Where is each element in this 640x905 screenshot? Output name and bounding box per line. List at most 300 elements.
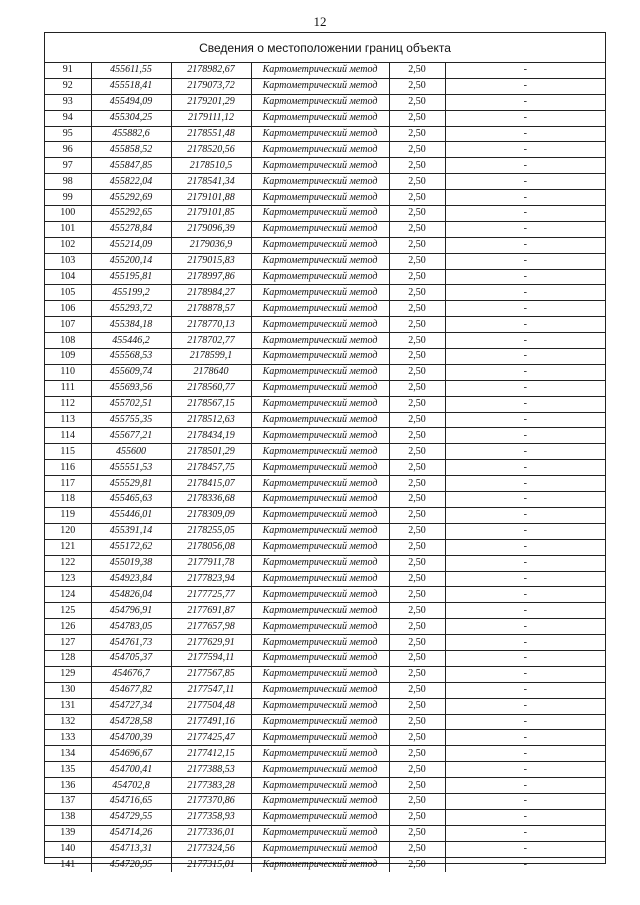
point-number-cell: 92 xyxy=(45,78,91,94)
description-cell: - xyxy=(445,380,605,396)
x-coordinate-cell: 455611,55 xyxy=(91,63,171,78)
table-row xyxy=(45,825,605,841)
y-coordinate-cell: 2178415,07 xyxy=(171,476,251,492)
table-row xyxy=(45,380,605,396)
x-coordinate-cell: 454702,8 xyxy=(91,778,171,794)
x-coordinate-cell: 455172,62 xyxy=(91,539,171,555)
description-cell: - xyxy=(445,110,605,126)
description-cell: - xyxy=(445,285,605,301)
accuracy-cell: 2,50 xyxy=(389,793,445,809)
y-coordinate-cell: 2177504,48 xyxy=(171,698,251,714)
x-coordinate-cell: 455446,2 xyxy=(91,333,171,349)
x-coordinate-cell: 455278,84 xyxy=(91,221,171,237)
description-cell: - xyxy=(445,730,605,746)
x-coordinate-cell: 455465,63 xyxy=(91,492,171,508)
y-coordinate-cell: 2178878,57 xyxy=(171,301,251,317)
x-coordinate-cell: 455518,41 xyxy=(91,78,171,94)
method-cell: Картометрический метод xyxy=(251,793,389,809)
table-row xyxy=(45,206,605,222)
x-coordinate-cell: 455847,85 xyxy=(91,158,171,174)
point-number-cell: 95 xyxy=(45,126,91,142)
accuracy-cell: 2,50 xyxy=(389,523,445,539)
y-coordinate-cell: 2177388,53 xyxy=(171,762,251,778)
x-coordinate-cell: 455568,53 xyxy=(91,349,171,365)
point-number-cell: 106 xyxy=(45,301,91,317)
accuracy-cell: 2,50 xyxy=(389,619,445,635)
y-coordinate-cell: 2178770,13 xyxy=(171,317,251,333)
x-coordinate-cell: 455019,38 xyxy=(91,555,171,571)
x-coordinate-cell: 454676,7 xyxy=(91,666,171,682)
y-coordinate-cell: 2177491,16 xyxy=(171,714,251,730)
accuracy-cell: 2,50 xyxy=(389,682,445,698)
accuracy-cell: 2,50 xyxy=(389,317,445,333)
y-coordinate-cell: 2177725,77 xyxy=(171,587,251,603)
table-row xyxy=(45,333,605,349)
table-row xyxy=(45,603,605,619)
point-number-cell: 99 xyxy=(45,190,91,206)
description-cell: - xyxy=(445,63,605,78)
table-row xyxy=(45,857,605,872)
method-cell: Картометрический метод xyxy=(251,126,389,142)
y-coordinate-cell: 2179111,12 xyxy=(171,110,251,126)
point-number-cell: 114 xyxy=(45,428,91,444)
description-cell: - xyxy=(445,333,605,349)
x-coordinate-cell: 454727,34 xyxy=(91,698,171,714)
description-cell: - xyxy=(445,650,605,666)
accuracy-cell: 2,50 xyxy=(389,269,445,285)
table-row xyxy=(45,444,605,460)
table-body xyxy=(45,63,605,872)
description-cell: - xyxy=(445,571,605,587)
point-number-cell: 132 xyxy=(45,714,91,730)
y-coordinate-cell: 2178255,05 xyxy=(171,523,251,539)
description-cell: - xyxy=(445,94,605,110)
x-coordinate-cell: 455858,52 xyxy=(91,142,171,158)
y-coordinate-cell: 2177567,85 xyxy=(171,666,251,682)
y-coordinate-cell: 2178599,1 xyxy=(171,349,251,365)
table-row xyxy=(45,78,605,94)
y-coordinate-cell: 2178520,56 xyxy=(171,142,251,158)
point-number-cell: 137 xyxy=(45,793,91,809)
point-number-cell: 109 xyxy=(45,349,91,365)
y-coordinate-cell: 2178640 xyxy=(171,364,251,380)
y-coordinate-cell: 2177383,28 xyxy=(171,778,251,794)
x-coordinate-cell: 455551,53 xyxy=(91,460,171,476)
description-cell: - xyxy=(445,412,605,428)
point-number-cell: 120 xyxy=(45,523,91,539)
x-coordinate-cell: 455600 xyxy=(91,444,171,460)
accuracy-cell: 2,50 xyxy=(389,666,445,682)
description-cell: - xyxy=(445,603,605,619)
method-cell: Картометрический метод xyxy=(251,603,389,619)
x-coordinate-cell: 454796,91 xyxy=(91,603,171,619)
description-cell: - xyxy=(445,793,605,809)
point-number-cell: 111 xyxy=(45,380,91,396)
method-cell: Картометрический метод xyxy=(251,285,389,301)
accuracy-cell: 2,50 xyxy=(389,333,445,349)
y-coordinate-cell: 2177370,86 xyxy=(171,793,251,809)
point-number-cell: 116 xyxy=(45,460,91,476)
accuracy-cell: 2,50 xyxy=(389,809,445,825)
y-coordinate-cell: 2178984,27 xyxy=(171,285,251,301)
description-cell: - xyxy=(445,523,605,539)
point-number-cell: 130 xyxy=(45,682,91,698)
description-cell: - xyxy=(445,174,605,190)
y-coordinate-cell: 2179073,72 xyxy=(171,78,251,94)
accuracy-cell: 2,50 xyxy=(389,428,445,444)
point-number-cell: 93 xyxy=(45,94,91,110)
table-row xyxy=(45,174,605,190)
table-row xyxy=(45,142,605,158)
method-cell: Картометрический метод xyxy=(251,412,389,428)
point-number-cell: 117 xyxy=(45,476,91,492)
table-row xyxy=(45,571,605,587)
table-row xyxy=(45,364,605,380)
point-number-cell: 127 xyxy=(45,635,91,651)
method-cell: Картометрический метод xyxy=(251,63,389,78)
table-row xyxy=(45,301,605,317)
method-cell: Картометрический метод xyxy=(251,333,389,349)
table-row xyxy=(45,126,605,142)
point-number-cell: 97 xyxy=(45,158,91,174)
y-coordinate-cell: 2178309,09 xyxy=(171,507,251,523)
description-cell: - xyxy=(445,364,605,380)
x-coordinate-cell: 454700,39 xyxy=(91,730,171,746)
y-coordinate-cell: 2178551,48 xyxy=(171,126,251,142)
table-row xyxy=(45,190,605,206)
point-number-cell: 141 xyxy=(45,857,91,872)
y-coordinate-cell: 2179015,83 xyxy=(171,253,251,269)
accuracy-cell: 2,50 xyxy=(389,110,445,126)
method-cell: Картометрический метод xyxy=(251,94,389,110)
description-cell: - xyxy=(445,142,605,158)
accuracy-cell: 2,50 xyxy=(389,587,445,603)
point-number-cell: 122 xyxy=(45,555,91,571)
point-number-cell: 96 xyxy=(45,142,91,158)
accuracy-cell: 2,50 xyxy=(389,603,445,619)
method-cell: Картометрический метод xyxy=(251,460,389,476)
description-cell: - xyxy=(445,809,605,825)
method-cell: Картометрический метод xyxy=(251,666,389,682)
point-number-cell: 112 xyxy=(45,396,91,412)
description-cell: - xyxy=(445,666,605,682)
table-row xyxy=(45,349,605,365)
accuracy-cell: 2,50 xyxy=(389,412,445,428)
table-row xyxy=(45,698,605,714)
accuracy-cell: 2,50 xyxy=(389,142,445,158)
x-coordinate-cell: 454700,41 xyxy=(91,762,171,778)
x-coordinate-cell: 455822,04 xyxy=(91,174,171,190)
description-cell: - xyxy=(445,396,605,412)
coordinates-table-frame xyxy=(44,32,606,870)
x-coordinate-cell: 454696,67 xyxy=(91,746,171,762)
y-coordinate-cell: 2178997,86 xyxy=(171,269,251,285)
point-number-cell: 107 xyxy=(45,317,91,333)
description-cell: - xyxy=(445,492,605,508)
method-cell: Картометрический метод xyxy=(251,587,389,603)
x-coordinate-cell: 455755,35 xyxy=(91,412,171,428)
table-row xyxy=(45,523,605,539)
page-number: 12 xyxy=(313,14,327,29)
y-coordinate-cell: 2177594,11 xyxy=(171,650,251,666)
x-coordinate-cell: 455199,2 xyxy=(91,285,171,301)
method-cell: Картометрический метод xyxy=(251,619,389,635)
x-coordinate-cell: 454728,58 xyxy=(91,714,171,730)
y-coordinate-cell: 2178336,68 xyxy=(171,492,251,508)
accuracy-cell: 2,50 xyxy=(389,221,445,237)
x-coordinate-cell: 454729,55 xyxy=(91,809,171,825)
table-row xyxy=(45,63,605,78)
point-number-cell: 125 xyxy=(45,603,91,619)
accuracy-cell: 2,50 xyxy=(389,698,445,714)
point-number-cell: 128 xyxy=(45,650,91,666)
table-row xyxy=(45,682,605,698)
point-number-cell: 108 xyxy=(45,333,91,349)
accuracy-cell: 2,50 xyxy=(389,206,445,222)
description-cell: - xyxy=(445,762,605,778)
accuracy-cell: 2,50 xyxy=(389,158,445,174)
table-row xyxy=(45,412,605,428)
method-cell: Картометрический метод xyxy=(251,746,389,762)
y-coordinate-cell: 2177691,87 xyxy=(171,603,251,619)
y-coordinate-cell: 2179036,9 xyxy=(171,237,251,253)
accuracy-cell: 2,50 xyxy=(389,63,445,78)
y-coordinate-cell: 2178702,77 xyxy=(171,333,251,349)
y-coordinate-cell: 2178541,34 xyxy=(171,174,251,190)
point-number-cell: 118 xyxy=(45,492,91,508)
description-cell: - xyxy=(445,825,605,841)
x-coordinate-cell: 455677,21 xyxy=(91,428,171,444)
y-coordinate-cell: 2178457,75 xyxy=(171,460,251,476)
x-coordinate-cell: 455293,72 xyxy=(91,301,171,317)
method-cell: Картометрический метод xyxy=(251,349,389,365)
point-number-cell: 110 xyxy=(45,364,91,380)
x-coordinate-cell: 455693,56 xyxy=(91,380,171,396)
table-row xyxy=(45,285,605,301)
method-cell: Картометрический метод xyxy=(251,555,389,571)
accuracy-cell: 2,50 xyxy=(389,285,445,301)
method-cell: Картометрический метод xyxy=(251,301,389,317)
description-cell: - xyxy=(445,778,605,794)
method-cell: Картометрический метод xyxy=(251,571,389,587)
accuracy-cell: 2,50 xyxy=(389,78,445,94)
point-number-cell: 91 xyxy=(45,63,91,78)
y-coordinate-cell: 2178056,08 xyxy=(171,539,251,555)
accuracy-cell: 2,50 xyxy=(389,539,445,555)
point-number-cell: 105 xyxy=(45,285,91,301)
y-coordinate-cell: 2178560,77 xyxy=(171,380,251,396)
method-cell: Картометрический метод xyxy=(251,78,389,94)
x-coordinate-cell: 455292,65 xyxy=(91,206,171,222)
point-number-cell: 103 xyxy=(45,253,91,269)
method-cell: Картометрический метод xyxy=(251,158,389,174)
y-coordinate-cell: 2178567,15 xyxy=(171,396,251,412)
accuracy-cell: 2,50 xyxy=(389,444,445,460)
x-coordinate-cell: 454761,73 xyxy=(91,635,171,651)
table-row xyxy=(45,94,605,110)
x-coordinate-cell: 455446,01 xyxy=(91,507,171,523)
description-cell: - xyxy=(445,507,605,523)
method-cell: Картометрический метод xyxy=(251,317,389,333)
x-coordinate-cell: 455702,51 xyxy=(91,396,171,412)
table-row xyxy=(45,762,605,778)
point-number-cell: 133 xyxy=(45,730,91,746)
x-coordinate-cell: 455195,81 xyxy=(91,269,171,285)
method-cell: Картометрический метод xyxy=(251,142,389,158)
point-number-cell: 123 xyxy=(45,571,91,587)
point-number-cell: 100 xyxy=(45,206,91,222)
accuracy-cell: 2,50 xyxy=(389,635,445,651)
table-row xyxy=(45,110,605,126)
point-number-cell: 134 xyxy=(45,746,91,762)
x-coordinate-cell: 454783,05 xyxy=(91,619,171,635)
accuracy-cell: 2,50 xyxy=(389,237,445,253)
table-row xyxy=(45,476,605,492)
description-cell: - xyxy=(445,349,605,365)
description-cell: - xyxy=(445,78,605,94)
point-number-cell: 126 xyxy=(45,619,91,635)
coordinates-table xyxy=(45,63,605,872)
x-coordinate-cell: 454720,95 xyxy=(91,857,171,872)
y-coordinate-cell: 2177547,11 xyxy=(171,682,251,698)
description-cell: - xyxy=(445,635,605,651)
method-cell: Картометрический метод xyxy=(251,253,389,269)
method-cell: Картометрический метод xyxy=(251,444,389,460)
description-cell: - xyxy=(523,858,527,870)
point-number-cell: 113 xyxy=(45,412,91,428)
table-row xyxy=(45,587,605,603)
description-cell: - xyxy=(445,555,605,571)
method-cell: Картометрический метод xyxy=(251,825,389,841)
y-coordinate-cell: 2177425,47 xyxy=(171,730,251,746)
x-coordinate-cell: 454923,84 xyxy=(91,571,171,587)
method-cell: Картометрический метод xyxy=(251,380,389,396)
x-coordinate-cell: 455304,25 xyxy=(91,110,171,126)
point-number-cell: 138 xyxy=(45,809,91,825)
y-coordinate-cell: 2179201,29 xyxy=(171,94,251,110)
description-cell: - xyxy=(445,698,605,714)
method-cell: Картометрический метод xyxy=(251,396,389,412)
accuracy-cell: 2,50 xyxy=(389,778,445,794)
table-row xyxy=(45,650,605,666)
point-number-cell: 104 xyxy=(45,269,91,285)
table-title: Сведения о местоположении границ объекта xyxy=(45,33,605,63)
y-coordinate-cell: 2179101,88 xyxy=(171,190,251,206)
point-number-cell: 135 xyxy=(45,762,91,778)
point-number-cell: 121 xyxy=(45,539,91,555)
description-cell: - xyxy=(445,317,605,333)
x-coordinate-cell: 454714,26 xyxy=(91,825,171,841)
x-coordinate-cell: 454826,04 xyxy=(91,587,171,603)
method-cell: Картометрический метод xyxy=(251,635,389,651)
description-cell: - xyxy=(445,460,605,476)
accuracy-cell: 2,50 xyxy=(389,476,445,492)
description-cell: - xyxy=(445,269,605,285)
table-row xyxy=(45,428,605,444)
accuracy-cell: 2,50 xyxy=(389,396,445,412)
description-cell: - xyxy=(445,158,605,174)
accuracy-cell: 2,50 xyxy=(389,190,445,206)
accuracy-cell: 2,50 xyxy=(389,380,445,396)
description-cell: - xyxy=(445,444,605,460)
description-cell: - xyxy=(445,841,605,857)
method-cell: Картометрический метод xyxy=(251,762,389,778)
table-row xyxy=(45,809,605,825)
method-cell: Картометрический метод xyxy=(251,364,389,380)
method-cell: Картометрический метод xyxy=(251,714,389,730)
table-row xyxy=(45,317,605,333)
accuracy-cell: 2,50 xyxy=(389,460,445,476)
y-coordinate-cell: 2179096,39 xyxy=(171,221,251,237)
point-number-cell: 94 xyxy=(45,110,91,126)
method-cell: Картометрический метод xyxy=(251,476,389,492)
accuracy-cell: 2,50 xyxy=(389,825,445,841)
point-number-cell: 124 xyxy=(45,587,91,603)
method-cell: Картометрический метод xyxy=(251,523,389,539)
description-cell: - xyxy=(445,301,605,317)
table-row xyxy=(45,841,605,857)
accuracy-cell: 2,50 xyxy=(389,746,445,762)
point-number-cell: 101 xyxy=(45,221,91,237)
description-cell: - xyxy=(445,587,605,603)
x-coordinate-cell: 454716,65 xyxy=(91,793,171,809)
point-number-cell: 115 xyxy=(45,444,91,460)
method-cell: Картометрический метод xyxy=(251,110,389,126)
x-coordinate-cell: 455214,09 xyxy=(91,237,171,253)
table-row xyxy=(45,492,605,508)
point-number-cell: 98 xyxy=(45,174,91,190)
x-coordinate-cell: 455494,09 xyxy=(91,94,171,110)
x-coordinate-cell: 455200,14 xyxy=(91,253,171,269)
accuracy-cell: 2,50 xyxy=(389,555,445,571)
accuracy-cell: 2,50 xyxy=(389,174,445,190)
accuracy-cell: 2,50 xyxy=(389,301,445,317)
accuracy-cell: 2,50 xyxy=(389,841,445,857)
table-row xyxy=(45,237,605,253)
point-number-cell: 140 xyxy=(45,841,91,857)
table-row xyxy=(45,666,605,682)
table-row xyxy=(45,778,605,794)
description-cell: - xyxy=(445,206,605,222)
point-number-cell: 119 xyxy=(45,507,91,523)
x-coordinate-cell: 455529,81 xyxy=(91,476,171,492)
method-cell: Картометрический метод xyxy=(251,857,389,872)
description-cell: - xyxy=(445,746,605,762)
x-coordinate-cell: 454677,82 xyxy=(91,682,171,698)
table-row xyxy=(45,460,605,476)
accuracy-cell: 2,50 xyxy=(389,650,445,666)
method-cell: Картометрический метод xyxy=(251,492,389,508)
point-number-cell: 102 xyxy=(45,237,91,253)
accuracy-cell: 2,50 xyxy=(389,94,445,110)
table-row xyxy=(45,539,605,555)
y-coordinate-cell: 2178434,19 xyxy=(171,428,251,444)
table-row xyxy=(45,158,605,174)
accuracy-cell: 2,50 xyxy=(389,126,445,142)
accuracy-cell: 2,50 xyxy=(389,762,445,778)
method-cell: Картометрический метод xyxy=(251,698,389,714)
y-coordinate-cell: 2177412,15 xyxy=(171,746,251,762)
y-coordinate-cell: 2177336,01 xyxy=(171,825,251,841)
y-coordinate-cell: 2178512,63 xyxy=(171,412,251,428)
method-cell: Картометрический метод xyxy=(251,206,389,222)
method-cell: Картометрический метод xyxy=(251,507,389,523)
method-cell: Картометрический метод xyxy=(251,221,389,237)
accuracy-cell: 2,50 xyxy=(389,492,445,508)
accuracy-cell: 2,50 xyxy=(389,364,445,380)
method-cell: Картометрический метод xyxy=(251,730,389,746)
table-row xyxy=(45,714,605,730)
